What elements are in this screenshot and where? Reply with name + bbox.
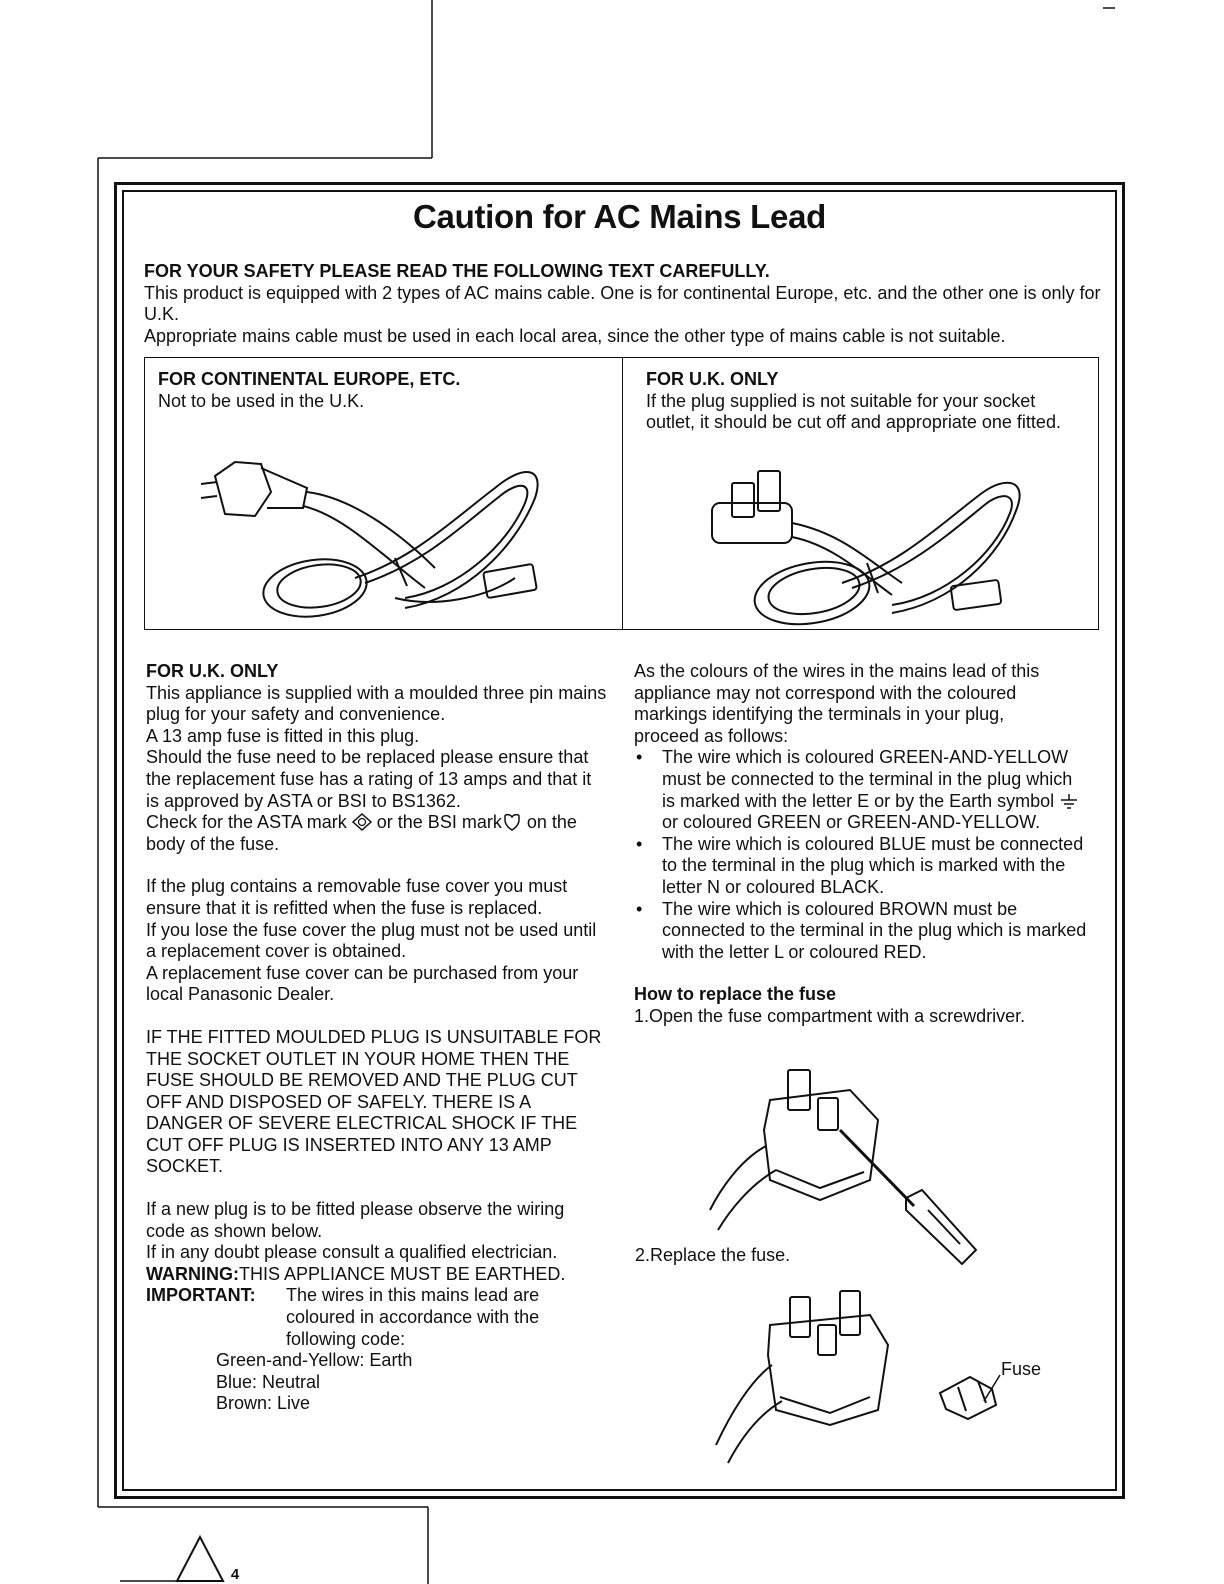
intro-section bbox=[144, 261, 1104, 347]
fuse-heading: How to replace the fuse bbox=[634, 984, 837, 1005]
right-intro: As the colours of the wires in the mains lead of this appliance may not correspond with the coloured markings identifying the terminals in your plug, proceed as follows: bbox=[634, 661, 1040, 746]
asta-mark-icon bbox=[352, 813, 372, 831]
check-c: on the body of the fuse. bbox=[146, 812, 577, 854]
uk-panel-text: If the plug supplied is not suitable for your socket outlet, it should be cut off and appropriate one fitted. bbox=[646, 390, 1061, 433]
intro-line-1: This product is equipped with 2 types of AC mains cable. One is for continental Europe, etc. and the other one is only for U.K. bbox=[144, 282, 1101, 325]
page-number-triangle bbox=[120, 1534, 280, 1584]
intro-line-2: Appropriate mains cable must be used in each local area, since the other type of mains cable is not suitable. bbox=[144, 325, 1006, 346]
asta-bsi-check bbox=[146, 812, 608, 855]
left-para2-line2: If you lose the fuse cover the plug must not be used until a replacement cover is obtained. bbox=[146, 919, 597, 962]
europe-cable-illustration bbox=[195, 448, 595, 628]
left-para3-line1: If a new plug is to be fitted please observe the wiring code as shown below. bbox=[146, 1199, 565, 1241]
earthed-warning bbox=[146, 1264, 608, 1286]
europe-panel bbox=[144, 357, 623, 630]
europe-heading: FOR CONTINENTAL EUROPE, ETC. bbox=[158, 369, 461, 389]
bullet1-text-b: or coloured GREEN or GREEN-AND-YELLOW. bbox=[662, 812, 1041, 833]
left-para1-line3: Should the fuse need to be replaced please ensure that the replacement fuse has a rating of 13 amps and that it is approved by ASTA or BSI to BS1362. bbox=[146, 747, 592, 811]
right-column bbox=[634, 661, 1090, 1028]
check-a: Check for the ASTA mark bbox=[146, 812, 347, 833]
left-para1-line2: A 13 amp fuse is fitted in this plug. bbox=[146, 725, 420, 746]
intro-heading: FOR YOUR SAFETY PLEASE READ THE FOLLOWING TEXT CAREFULLY. bbox=[144, 261, 770, 281]
left-para1-line1: This appliance is supplied with a moulded three pin mains plug for your safety and convenience. bbox=[146, 682, 607, 725]
earth-symbol-icon bbox=[1059, 793, 1079, 809]
left-column bbox=[146, 661, 608, 1415]
fuse-step-2: 2.Replace the fuse. bbox=[635, 1245, 791, 1265]
warning-text: THIS APPLIANCE MUST BE EARTHED. bbox=[239, 1263, 566, 1284]
page-title: Caution for AC Mains Lead bbox=[413, 198, 826, 235]
left-heading: FOR U.K. ONLY bbox=[146, 661, 279, 681]
uk-panel bbox=[622, 357, 1099, 630]
europe-text: Not to be used in the U.K. bbox=[158, 390, 365, 411]
wiring-neutral: • The wire which is coloured BLUE must be connected to the terminal in the plug which is marked with the letter N or coloured BLACK. bbox=[662, 834, 1090, 899]
bullet1-text-a: The wire which is coloured GREEN-AND-YELLOW must be connected to the terminal in the plug which is marked with the letter E or by the Earth symbol bbox=[662, 747, 1073, 811]
code-neutral: Blue: Neutral bbox=[216, 1371, 321, 1392]
fuse-label: Fuse bbox=[1001, 1359, 1042, 1379]
unsuitable-plug-warning: IF THE FITTED MOULDED PLUG IS UNSUITABLE FOR THE SOCKET OUTLET IN YOUR HOME THEN THE FUSE SHOULD BE REMOVED AND THE PLUG CUT OFF AND DISPOSED OF SAFELY. THERE IS A DANGER OF SEVERE ELECTRICAL SHOCK IF THE CUT OFF PLUG IS INSERTED INTO ANY 13 AMP SOCKET. bbox=[146, 1026, 602, 1177]
uk-panel-heading: FOR U.K. ONLY bbox=[646, 369, 779, 389]
warning-label: WARNING: bbox=[146, 1263, 239, 1284]
important-note bbox=[146, 1285, 608, 1350]
plug-fuse-illustration bbox=[710, 1285, 1050, 1475]
wiring-list bbox=[634, 747, 1090, 963]
uk-cable-illustration bbox=[702, 463, 1032, 633]
check-b: or the BSI mark bbox=[376, 812, 502, 833]
bsi-mark-icon bbox=[502, 813, 522, 831]
left-para3-line2: If in any doubt please consult a qualified electrician. bbox=[146, 1242, 558, 1263]
code-earth: Green-and-Yellow: Earth bbox=[216, 1350, 413, 1371]
left-para2-line1: If the plug contains a removable fuse cover you must ensure that it is refitted when the fuse is replaced. bbox=[146, 876, 568, 918]
important-text: The wires in this mains lead are coloured in accordance with the following code: bbox=[286, 1285, 540, 1349]
code-live: Brown: Live bbox=[216, 1393, 311, 1414]
page-number: 4 bbox=[230, 1566, 240, 1583]
left-para2-line3: A replacement fuse cover can be purchased from your local Panasonic Dealer. bbox=[146, 962, 579, 1005]
fuse-step-1: 1.Open the fuse compartment with a screwdriver. bbox=[634, 1005, 1026, 1026]
wiring-earth bbox=[662, 747, 1090, 833]
important-label: IMPORTANT: bbox=[146, 1285, 256, 1306]
wiring-live: • The wire which is coloured BROWN must be connected to the terminal in the plug which is marked with the letter L or coloured RED. bbox=[662, 899, 1090, 964]
